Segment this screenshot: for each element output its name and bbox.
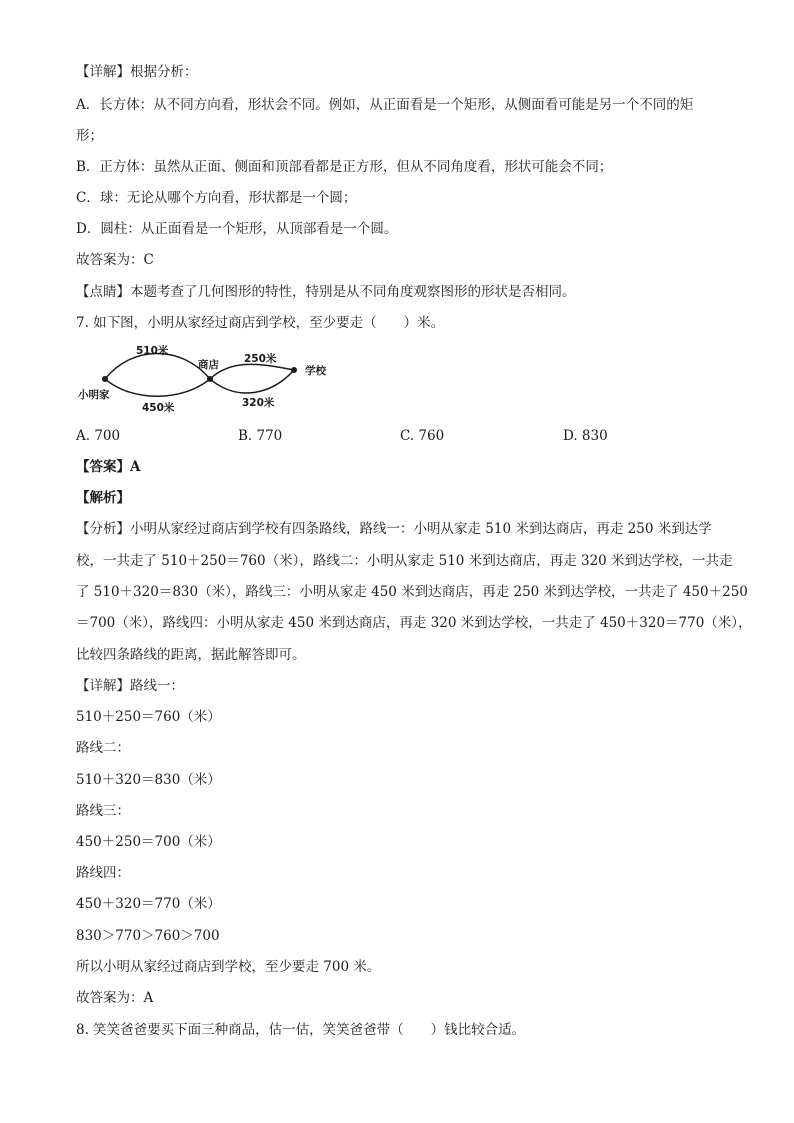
route-diagram	[72, 340, 342, 415]
shop-label: 商店	[198, 359, 219, 371]
question-stem: 7. 如下图，小明从家经过商店到学校，至少要走（ ）米。	[76, 315, 445, 331]
detail-heading: 【详解】路线一：	[76, 678, 184, 694]
route2-calc: 510＋320＝830（米）	[76, 772, 221, 788]
route3-calc: 450＋250＝700（米）	[76, 834, 221, 850]
question-stem: 8. 笑笑爸爸要买下面三种商品，估一估，笑笑爸爸带（ ）钱比较合适。	[76, 1022, 526, 1038]
path-250	[210, 364, 294, 379]
answer-tag: 【答案】A	[76, 459, 141, 475]
analysis-line: 比较四条路线的距离，据此解答即可。	[76, 647, 306, 663]
shop-dot	[207, 376, 213, 382]
school-label: 学校	[305, 365, 326, 377]
final-answer: 故答案为：A	[76, 990, 154, 1006]
comment-line: 【点睛】本题考查了几何图形的特性，特别是从不同角度观察图形的形状是否相同。	[76, 284, 576, 300]
option-a-explanation-cont: 形；	[76, 128, 103, 144]
analysis-line: 校，一共走了 510＋250＝760（米），路线二：小明从家走 510 米到达商店，再走 320 米到达学校，一共走	[76, 553, 733, 569]
path-510	[105, 354, 210, 380]
distance-510-label: 510米	[136, 345, 169, 357]
distance-450-label: 450米	[142, 402, 175, 414]
route1-calc: 510＋250＝760（米）	[76, 709, 221, 725]
path-320	[210, 370, 294, 393]
school-dot	[291, 367, 297, 373]
detail-heading: 【详解】根据分析：	[76, 64, 198, 80]
route3-label: 路线三：	[76, 803, 130, 819]
route4-label: 路线四：	[76, 865, 130, 881]
analysis-line: 了 510＋320＝830（米），路线三：小明从家走 450 米到达商店，再走 250 米到达学校，一共走了 450＋250	[76, 584, 748, 600]
option-d: D. 830	[563, 428, 608, 444]
option-a-explanation: A．长方体：从不同方向看，形状会不同。例如，从正面看是一个矩形，从侧面看可能是另一个不同的矩	[76, 97, 694, 113]
home-label: 小明家	[78, 389, 110, 401]
option-b-explanation: B．正方体：虽然从正面、侧面和顶部看都是正方形，但从不同角度看，形状可能会不同；	[76, 159, 613, 175]
option-b: B. 770	[238, 428, 283, 444]
option-c: C. 760	[400, 428, 445, 444]
distance-320-label: 320米	[242, 397, 275, 409]
option-d-explanation: D．圆柱：从正面看是一个矩形，从顶部看是一个圆。	[76, 221, 398, 237]
path-450	[105, 379, 210, 396]
distance-250-label: 250米	[244, 353, 277, 365]
comparison-line: 830＞770＞760＞700	[76, 928, 220, 944]
home-dot	[102, 376, 108, 382]
route2-label: 路线二：	[76, 740, 130, 756]
conclusion-line: 所以小明从家经过商店到学校，至少要走 700 米。	[76, 959, 381, 975]
analysis-line: ＝700（米），路线四：小明从家走 450 米到达商店，再走 320 米到达学校，一共走了 450＋320＝770（米），	[76, 615, 752, 631]
option-c-explanation: C．球：无论从哪个方向看，形状都是一个圆；	[76, 190, 357, 206]
analysis-tag: 【解析】	[76, 490, 130, 506]
answer-line: 故答案为：C	[76, 252, 154, 268]
analysis-line: 【分析】小明从家经过商店到学校有四条路线，路线一：小明从家走 510 米到达商店，再走 250 米到达学	[76, 521, 712, 537]
route4-calc: 450＋320＝770（米）	[76, 896, 221, 912]
option-a: A. 700	[76, 428, 121, 444]
